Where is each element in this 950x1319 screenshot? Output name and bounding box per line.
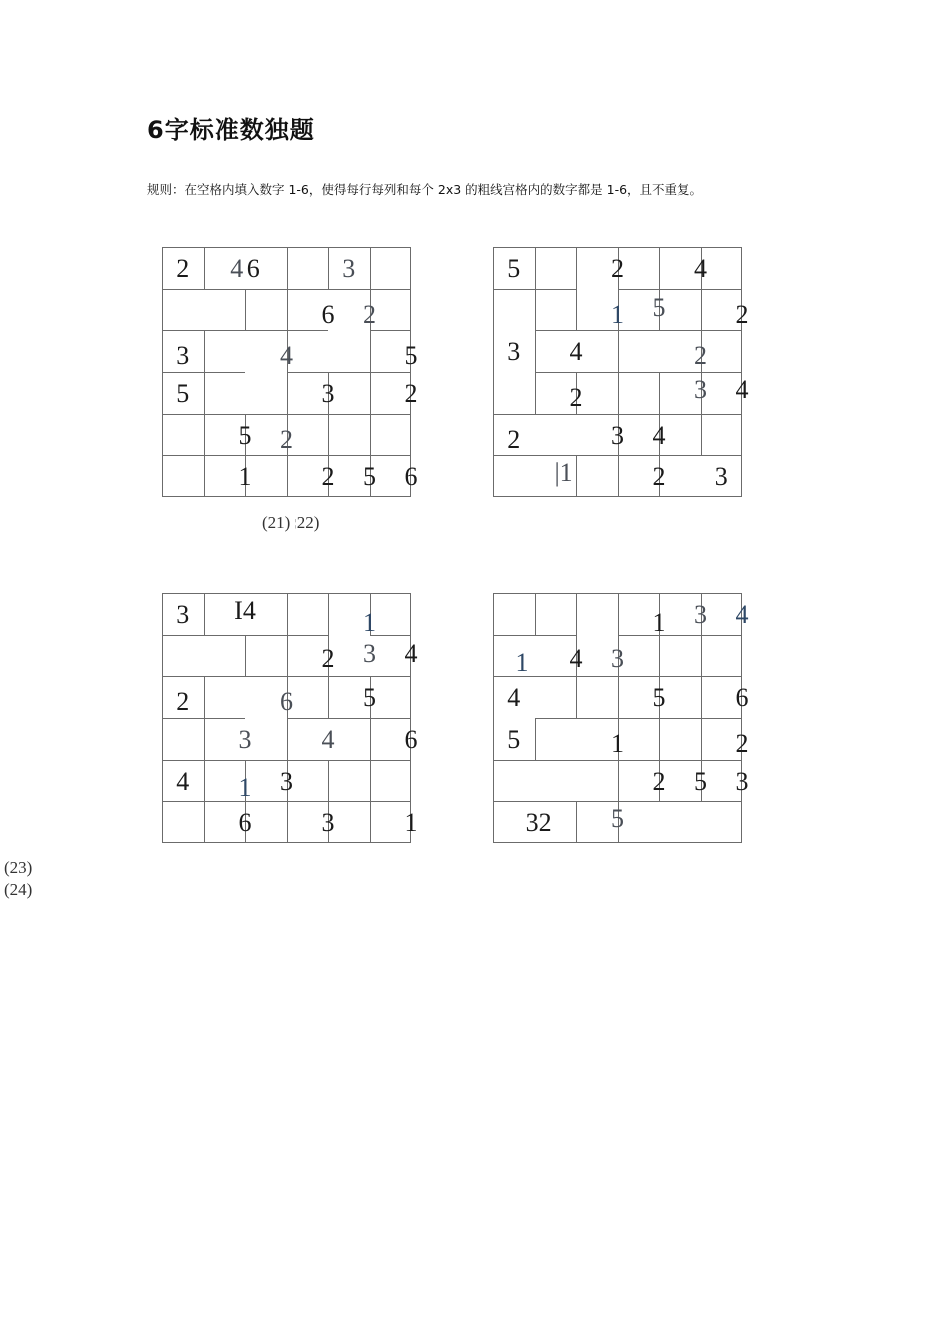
grid-line <box>701 372 743 373</box>
grid-line <box>370 330 412 331</box>
grid-line <box>659 676 701 677</box>
grid-line <box>701 676 743 677</box>
given-digit: 5 <box>507 253 521 283</box>
grid-line <box>162 414 204 415</box>
grid-line <box>535 760 577 761</box>
given-digit: 3 <box>714 462 728 492</box>
grid-line <box>576 247 577 289</box>
given-digit: 5 <box>507 724 521 754</box>
rules-text: 规则：在空格内填入数字 1-6，使得每行每列和每个 2x3 的粗线宫格内的数字都是 1-6，且不重复。 <box>147 182 703 197</box>
grid-line <box>659 801 701 802</box>
given-digit: 3 <box>694 599 707 629</box>
grid-line <box>204 330 205 497</box>
grid-line <box>328 718 370 719</box>
grid-line <box>162 330 204 331</box>
grid-line <box>701 801 743 802</box>
grid-line <box>328 676 370 677</box>
given-digit: 5 <box>176 378 190 408</box>
given-digit: 3 <box>694 374 707 404</box>
grid-line <box>493 455 535 456</box>
given-digit: 6 <box>238 808 252 838</box>
grid-line <box>493 801 535 802</box>
given-digit: 2 <box>321 643 335 673</box>
grid-line <box>659 414 701 415</box>
grid-line <box>245 676 287 677</box>
given-digit: 2 <box>611 253 624 283</box>
grid-line <box>162 455 204 456</box>
grid-line <box>618 289 660 290</box>
given-digit: 1 <box>652 608 666 638</box>
given-digit: 2 <box>321 462 335 492</box>
grid-line <box>576 676 618 677</box>
grid-line <box>535 289 577 290</box>
given-digit: 1 <box>238 772 252 802</box>
grid-line <box>370 289 412 290</box>
grid-line <box>287 289 329 290</box>
grid-line <box>328 247 329 289</box>
given-digit: 3 <box>342 253 356 283</box>
grid-line <box>493 414 535 415</box>
given-digit: 5 <box>652 293 666 323</box>
grid-line <box>204 635 246 636</box>
given-digit: 4 <box>280 341 293 371</box>
given-digit: 5 <box>611 804 624 833</box>
grid-line <box>576 414 618 415</box>
grid-line <box>659 718 701 719</box>
grid-line <box>370 801 412 802</box>
given-digit: 3 <box>321 808 335 838</box>
given-digit: 5 <box>238 420 252 450</box>
given-digit: 3 <box>611 643 624 673</box>
grid-line <box>328 455 370 456</box>
grid-line <box>328 289 370 290</box>
grid-line <box>659 760 701 761</box>
grid-line <box>576 593 577 635</box>
grid-line <box>659 330 701 331</box>
grid-line <box>245 414 287 415</box>
sudoku-grid-22 <box>493 247 749 497</box>
grid-line <box>370 676 412 677</box>
given-digit: 6 <box>404 462 418 492</box>
given-digit: 2 <box>280 424 293 454</box>
given-digit: 3 <box>176 341 190 371</box>
given-digit: 2 <box>652 462 666 492</box>
given-digit: 3 <box>321 378 335 408</box>
grid-line <box>701 635 743 636</box>
grid-line <box>204 760 246 761</box>
grid-line <box>701 289 743 290</box>
given-digit: 5 <box>652 683 666 713</box>
grid-line <box>659 372 701 373</box>
caption-23: (23) <box>4 858 33 877</box>
grid-line <box>535 593 536 635</box>
grid-line <box>701 414 743 415</box>
grid-line <box>535 635 577 636</box>
grid-line <box>535 718 577 719</box>
given-digit: 2 <box>176 687 190 717</box>
grid-line <box>618 372 660 373</box>
caption-21-22 <box>262 513 319 533</box>
given-digit: 2 <box>694 341 707 371</box>
grid-line <box>370 718 412 719</box>
grid-line <box>659 455 701 456</box>
given-digit: I4 <box>234 595 256 625</box>
grid-line <box>204 372 246 373</box>
grid-line <box>493 760 535 761</box>
grid-line <box>162 676 204 677</box>
grid-line <box>287 760 329 761</box>
grid-line <box>576 330 618 331</box>
given-digit: 4 <box>230 253 244 283</box>
grid-line <box>370 247 371 497</box>
sudoku-grid-24 <box>493 593 749 843</box>
grid-line <box>576 760 618 761</box>
grid-line <box>245 455 287 456</box>
grid-line <box>204 289 246 290</box>
grid-line <box>535 801 577 802</box>
given-digit: 3 <box>280 766 293 796</box>
caption-21: (21) <box>262 513 291 532</box>
grid-line <box>204 414 246 415</box>
given-digit: 6 <box>321 299 335 329</box>
grid-line <box>245 330 287 331</box>
grid-line <box>245 635 246 677</box>
grid-line <box>576 455 577 497</box>
grid-line <box>701 330 743 331</box>
given-digit: 6 <box>735 683 749 713</box>
given-digit: 3 <box>611 420 624 450</box>
given-digit: 4 <box>507 683 521 713</box>
given-digit: 3 <box>507 337 521 367</box>
grid-line <box>162 718 204 719</box>
caption-24: (24) <box>4 880 33 899</box>
given-digit: 5 <box>363 462 376 492</box>
grid-line <box>204 455 246 456</box>
given-digit: 4 <box>569 337 583 367</box>
given-digit: 3 <box>238 724 252 754</box>
given-digit: 1 <box>363 608 376 638</box>
given-digit: 4 <box>652 420 666 450</box>
given-digit: 2 <box>363 299 376 329</box>
grid-line <box>287 801 329 802</box>
grid-line <box>245 760 287 761</box>
grid-line <box>287 247 288 497</box>
grid-line <box>659 289 701 290</box>
grid-line <box>204 330 246 331</box>
grid-line <box>701 455 743 456</box>
grid-line <box>618 247 619 497</box>
given-digit: 2 <box>652 766 666 796</box>
given-digit: 4 <box>321 724 335 754</box>
grid-line <box>328 760 370 761</box>
grid-line <box>576 455 618 456</box>
grid-line <box>162 635 204 636</box>
grid-line <box>204 247 205 289</box>
given-digit: 4 <box>694 253 707 283</box>
grid-line <box>535 330 577 331</box>
grid-line <box>701 718 743 719</box>
grid-line <box>618 718 660 719</box>
grid-line <box>328 801 370 802</box>
given-digit: 6 <box>280 687 293 717</box>
given-digit: 5 <box>363 683 376 713</box>
grid-line <box>287 676 329 677</box>
grid-line <box>287 593 288 843</box>
given-digit: 1 <box>238 462 252 492</box>
given-digit: 1 <box>515 647 529 677</box>
grid-line <box>287 455 329 456</box>
given-digit: 3 <box>735 766 749 796</box>
grid-line <box>493 635 535 636</box>
caption-tick: ¦ <box>294 517 297 529</box>
given-digit: 2 <box>735 299 749 329</box>
grid-line <box>162 289 204 290</box>
given-digit: 4 <box>176 766 190 796</box>
grid-line <box>370 414 412 415</box>
grid-line <box>328 414 370 415</box>
given-digit: 4 <box>569 643 583 673</box>
grid-line <box>618 676 660 677</box>
given-digit: 1 <box>611 729 624 758</box>
grid-line <box>576 801 618 802</box>
grid-line <box>287 718 329 719</box>
grid-line <box>162 760 204 761</box>
grid-line <box>535 455 577 456</box>
grid-line <box>576 289 577 331</box>
given-digit: 5 <box>404 341 418 371</box>
grid-line <box>618 801 660 802</box>
sudoku-grid-23 <box>162 593 418 843</box>
grid-line <box>245 289 287 290</box>
grid-line <box>162 801 204 802</box>
caption-22: 22) <box>296 513 320 532</box>
grid-line <box>535 247 536 414</box>
given-digit: 2 <box>404 378 418 408</box>
grid-line <box>287 414 329 415</box>
grid-line <box>576 372 618 373</box>
given-digit: 2 <box>176 253 190 283</box>
grid-line <box>618 330 660 331</box>
given-digit: 6 <box>246 253 260 283</box>
given-digit: 2 <box>735 729 749 758</box>
grid-line <box>535 718 536 760</box>
grid-line <box>618 455 660 456</box>
page-title: 6字标准数独题 <box>147 116 315 144</box>
grid-line <box>204 593 205 635</box>
grid-line <box>576 718 618 719</box>
grid-line <box>204 676 205 843</box>
given-digit: 1 <box>404 808 418 838</box>
grid-line <box>535 676 577 677</box>
grid-line <box>576 801 577 843</box>
given-digit: 1 <box>611 299 624 329</box>
grid-line <box>245 289 246 331</box>
given-digit: 2 <box>507 424 521 454</box>
grid-line <box>328 372 370 373</box>
given-digit: 6 <box>404 724 418 754</box>
given-digit: 5 <box>694 766 707 796</box>
grid-line <box>370 760 412 761</box>
given-digit: |1 <box>554 458 573 487</box>
grid-line <box>370 455 412 456</box>
grid-line <box>493 289 535 290</box>
given-digit: 3 <box>363 639 376 669</box>
grid-line <box>618 414 660 415</box>
grid-line <box>535 372 577 373</box>
given-digit: 32 <box>525 808 552 838</box>
given-digit: 3 <box>176 599 190 629</box>
grid-line <box>287 330 329 331</box>
grid-line <box>535 414 577 415</box>
grid-line <box>701 760 743 761</box>
grid-line <box>287 372 329 373</box>
grid-line <box>204 676 246 677</box>
grid-line <box>287 635 329 636</box>
grid-line <box>204 718 246 719</box>
given-digit: 4 <box>735 374 749 404</box>
grid-line <box>162 372 204 373</box>
grid-line <box>245 635 287 636</box>
given-digit: 2 <box>569 383 583 412</box>
given-digit: 4 <box>404 639 418 669</box>
grid-line <box>618 760 660 761</box>
grid-line <box>370 372 412 373</box>
sudoku-grid-21 <box>162 247 418 497</box>
given-digit: 4 <box>735 599 749 629</box>
